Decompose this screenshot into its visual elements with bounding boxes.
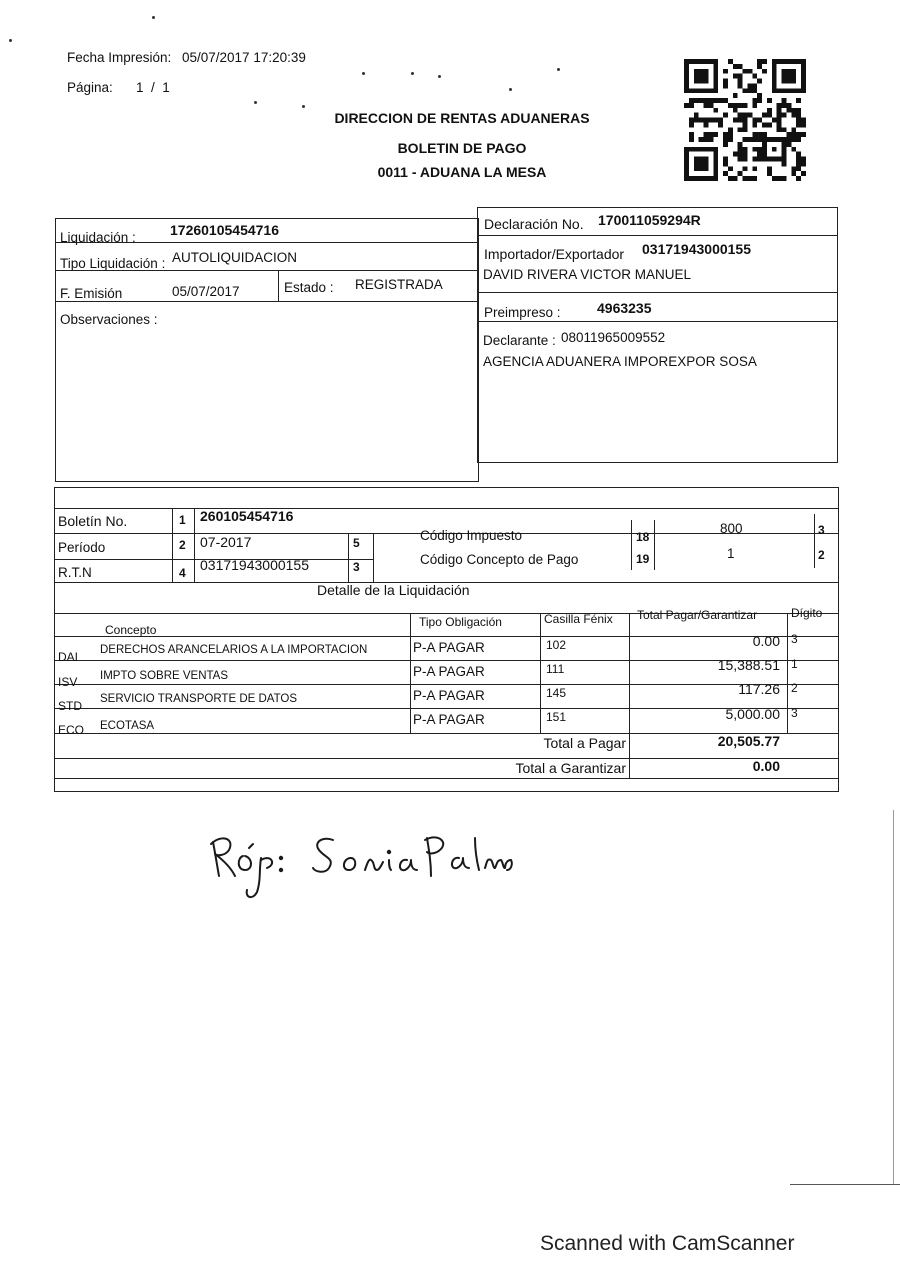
row-fenix-box: 151 bbox=[546, 710, 567, 724]
scan-speck bbox=[509, 88, 512, 91]
row-description: ECOTASA bbox=[100, 720, 155, 732]
agency-title: DIRECCION DE RENTAS ADUANERAS bbox=[334, 110, 590, 126]
row-obligation-type: P-A PAGAR bbox=[413, 712, 485, 727]
row-description: IMPTO SOBRE VENTAS bbox=[100, 670, 229, 682]
scan-speck bbox=[9, 39, 12, 42]
rtn-label: R.T.N bbox=[58, 565, 92, 580]
row-code: STD bbox=[58, 699, 82, 713]
emission-date-value: 05/07/2017 bbox=[172, 284, 240, 299]
scan-speck bbox=[438, 75, 441, 78]
page-value: 1 / 1 bbox=[136, 80, 170, 95]
row-description: DERECHOS ARANCELARIOS A LA IMPORTACION bbox=[100, 644, 368, 656]
row-total: 0.00 bbox=[752, 633, 780, 649]
scan-speck bbox=[362, 72, 365, 75]
row-digit: 1 bbox=[791, 657, 798, 671]
row-total: 5,000.00 bbox=[725, 706, 780, 722]
scan-speck bbox=[557, 68, 560, 71]
bulletin-number-value: 260105454716 bbox=[200, 508, 294, 524]
col-header-total: Total Pagar/Garantizar bbox=[637, 608, 758, 622]
scan-speck bbox=[411, 72, 414, 75]
declaration-number: 170011059294R bbox=[598, 212, 701, 228]
payment-concept-value: 1 bbox=[727, 546, 735, 561]
bulletin-number-label: Boletín No. bbox=[58, 513, 128, 529]
handwritten-signature bbox=[205, 820, 515, 905]
period-check-digit: 5 bbox=[353, 536, 360, 550]
total-to-guarantee-label: Total a Garantizar bbox=[515, 760, 626, 776]
payment-concept-check-digit: 2 bbox=[818, 548, 825, 562]
rtn-check-digit: 3 bbox=[353, 560, 360, 574]
rtn-value: 03171943000155 bbox=[200, 557, 310, 573]
liquidation-label: Liquidación : bbox=[60, 230, 136, 245]
preprinted-value: 4963235 bbox=[597, 300, 652, 316]
status-label: Estado : bbox=[284, 280, 334, 295]
scanner-watermark: Scanned with CamScanner bbox=[540, 1232, 795, 1255]
importer-name: DAVID RIVERA VICTOR MANUEL bbox=[483, 267, 692, 282]
declaration-label: Declaración No. bbox=[484, 216, 584, 232]
status-value: REGISTRADA bbox=[355, 277, 443, 292]
payment-concept-digit: 19 bbox=[636, 552, 650, 566]
col-header-obligation-type: Tipo Obligación bbox=[419, 615, 502, 629]
declarant-rtn: 08011965009552 bbox=[561, 330, 666, 345]
scan-speck bbox=[152, 16, 155, 19]
col-header-concept: Concepto bbox=[105, 623, 157, 637]
tax-code-digit: 18 bbox=[636, 530, 650, 544]
print-date-value: 05/07/2017 17:20:39 bbox=[182, 50, 306, 65]
row-digit: 3 bbox=[791, 706, 798, 720]
total-to-pay-value: 20,505.77 bbox=[717, 733, 780, 749]
customs-office-title: 0011 - ADUANA LA MESA bbox=[377, 164, 547, 180]
row-fenix-box: 111 bbox=[546, 662, 565, 676]
liquidation-type-value: AUTOLIQUIDACION bbox=[172, 250, 298, 265]
tax-code-check-digit: 3 bbox=[818, 523, 825, 537]
document-title: BOLETIN DE PAGO bbox=[397, 140, 527, 156]
row-fenix-box: 145 bbox=[546, 686, 567, 700]
row-obligation-type: P-A PAGAR bbox=[413, 640, 485, 655]
preprinted-label: Preimpreso : bbox=[484, 305, 561, 320]
total-to-guarantee-value: 0.00 bbox=[752, 758, 780, 774]
period-value: 07-2017 bbox=[200, 534, 252, 550]
row-total: 117.26 bbox=[738, 681, 780, 697]
row-code: ECO bbox=[58, 723, 85, 737]
declarant-label: Declarante : bbox=[483, 333, 556, 348]
emission-date-label: F. Emisión bbox=[60, 286, 123, 301]
liquidation-type-label: Tipo Liquidación : bbox=[60, 256, 166, 271]
col-header-fenix-box: Casilla Fénix bbox=[544, 612, 613, 626]
page-label: Página: bbox=[67, 80, 113, 95]
bulletin-digit: 1 bbox=[179, 513, 186, 527]
liquidation-detail-title: Detalle de la Liquidación bbox=[317, 582, 470, 598]
row-code: DAI bbox=[58, 650, 79, 664]
importer-rtn: 03171943000155 bbox=[642, 241, 752, 257]
payment-concept-label: Código Concepto de Pago bbox=[420, 552, 579, 567]
scan-speck bbox=[254, 101, 257, 104]
row-obligation-type: P-A PAGAR bbox=[413, 664, 485, 679]
observations-label: Observaciones : bbox=[60, 312, 158, 327]
rtn-digit: 4 bbox=[179, 566, 186, 580]
total-to-pay-label: Total a Pagar bbox=[543, 735, 626, 751]
row-fenix-box: 102 bbox=[546, 638, 567, 652]
row-obligation-type: P-A PAGAR bbox=[413, 688, 485, 703]
col-header-digit: Dígito bbox=[791, 606, 823, 620]
row-total: 15,388.51 bbox=[717, 657, 780, 673]
tax-code-value: 800 bbox=[720, 521, 743, 536]
period-digit: 2 bbox=[179, 538, 186, 552]
row-digit: 2 bbox=[791, 681, 798, 695]
declarant-name: AGENCIA ADUANERA IMPOREXPOR SOSA bbox=[483, 354, 757, 369]
row-digit: 3 bbox=[791, 632, 798, 646]
row-code: ISV bbox=[58, 675, 78, 689]
period-label: Período bbox=[58, 540, 106, 555]
qr-code-icon bbox=[684, 58, 806, 182]
row-description: SERVICIO TRANSPORTE DE DATOS bbox=[100, 693, 298, 705]
importer-label: Importador/Exportador bbox=[484, 246, 625, 262]
print-date-label: Fecha Impresión: bbox=[67, 50, 172, 65]
liquidation-value: 17260105454716 bbox=[170, 222, 280, 238]
scan-speck bbox=[302, 105, 305, 108]
tax-code-label: Código Impuesto bbox=[420, 528, 523, 543]
